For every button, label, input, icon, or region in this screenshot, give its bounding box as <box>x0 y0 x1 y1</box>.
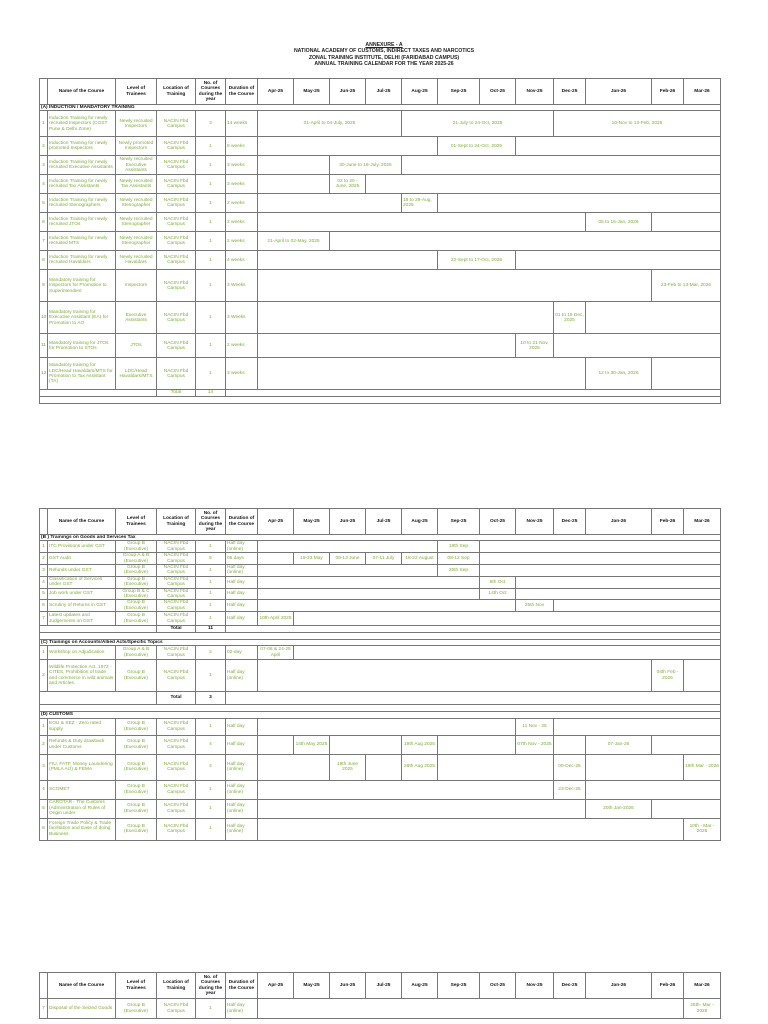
schedule-cell: 21-July to 24-Oct, 2025 <box>402 111 554 137</box>
col-jun: Jun-25 <box>330 79 366 105</box>
col-may: May-25 <box>294 79 330 105</box>
schedule-cell: 02 to 20 - June, 2025 <box>330 175 366 194</box>
table-row: 10 Mandatory training for Executive Assistant (EA) for Promotion to AO Executive Assistants NACIN Fbd Campus 1 3 Weeks 01 to 19 Dec, 2025 <box>40 302 721 334</box>
section-c-title: (C) Trainings on Accounts/Allied Acts/Specific Topics <box>40 639 721 645</box>
schedule-cell: 01-April to 04-July, 2025 <box>258 111 402 137</box>
table-row: 1 EOU & SEZ - Zero rated supply Group B (Executive) NACIN Fbd Campus 1 Half day 11 Nov - 25 <box>40 718 721 735</box>
schedule-cell: 10-Nov to 13-Feb, 2026 <box>554 111 721 137</box>
table-row: 5 Job work under GST Group B & C (Executive) NACIN Fbd Campus 1 Half day 14th Oct <box>40 588 721 600</box>
col-duration: Duration of the Course <box>226 79 258 105</box>
schedule-cell: 05 to 16-Jan, 2026 <box>586 213 652 232</box>
table-row: 1 Induction Training for newly recruited Inspectors (CGST Pune & Delhi Zone) Newly recruited Inspectors NACIN Fbd Campus 3 14 weeks 01-April to 04-July, 2025 21-July to 24-Oct, 2025 10-Nov to 13-Feb, 2026 <box>40 111 721 137</box>
col-jan: Jan-26 <box>586 79 652 105</box>
col-mar: Mar-26 <box>684 79 721 105</box>
total-value: 14 <box>196 390 226 396</box>
col-sep: Sep-25 <box>438 79 480 105</box>
document-header <box>0 42 768 68</box>
col-aug: Aug-25 <box>402 79 438 105</box>
header-line-3: ANNUAL TRAINING CALENDAR FOR THE YEAR 2025-26 <box>314 61 454 68</box>
schedule-cell: 22-Sept to 17-Oct, 2025 <box>438 251 516 270</box>
schedule-cell: 21-April to 02-May, 2025 <box>258 232 330 251</box>
header-row: Name of the Course Level of Trainees Location of Training No. of Courses during the year Duration of the Course Apr-25 May-25 Jun-25 Jul-25 Aug-25 Sep-25 Oct-25 Nov-25 Dec-25 Jan-26 Feb-26 Mar-26 <box>40 509 721 535</box>
schedule-cell: 01 to 19 Dec, 2025 <box>554 302 586 334</box>
col-count: No. of Courses during the year <box>196 79 226 105</box>
schedule-cell: 10 to 21 Nov, 2025 <box>516 334 554 358</box>
total-row: Total 11 <box>40 626 721 632</box>
calendar-table-continued <box>39 972 721 1019</box>
table-row: 2 Refunds & Duty drawback under Customs Group B (Executive) NACIN Fbd Campus 4 Half day 14th May 2025 19th Aug 2025 07th Nov - 2025 07-Jan-26 <box>40 735 721 754</box>
table-row: 8 Induction Training for newly recruited Havaldars Newly recruited Havaldars NACIN Fbd Campus 1 4 weeks 22-Sept to 17-Oct, 2025 <box>40 251 721 270</box>
table-row: 9 Mandatory training for Inspectors for Promotion to Superintendent Inspectors NACIN Fbd Campus 1 3 Weeks 23-Feb to 13-Mar, 2026 <box>40 270 721 302</box>
col-location: Location of Training <box>157 79 196 105</box>
schedule-cell: 23-Feb to 13-Mar, 2026 <box>652 270 721 302</box>
header-line-1: NATIONAL ACADEMY OF CUSTOMS, INDIRECT TAXES AND NARCOTICS <box>293 48 475 55</box>
schedule-cell: 12 to 30-Jan, 2026 <box>586 358 652 390</box>
calendar-table-bcd <box>39 508 721 841</box>
table-row: 7 Disposal of the Seized Goods Group B (Executive) NACIN Fbd Campus 1 Half day (online) 25th- Mar - 2026 <box>40 999 721 1019</box>
section-d-title: (D) CUSTOMS <box>40 712 721 718</box>
table-row: 5 Induction Training for newly recruited Stenographers Newly recruited Stenographer NACIN Fbd Campus 1 2 weeks 18 to 29-Aug, 2025 <box>40 194 721 213</box>
total-row: Total 3 <box>40 692 721 705</box>
table-row: 2 GST Audit Group A & B (Executive) NACIN Fbd Campus 5 05 days 19-23 May 09-13 June 07-11 July 18-22 August 08-12 Sep <box>40 553 721 565</box>
calendar-table-a <box>39 78 721 404</box>
table-row: 7 Induction Training for newly recruited MTS Newly recruited Stenographer NACIN Fbd Campus 1 2 weeks 21-April to 02-May, 2025 <box>40 232 721 251</box>
section-b-title: (B ) Trainings on Goods and Services Tax <box>40 535 721 541</box>
header-row <box>40 79 721 105</box>
col-level: Level of Trainees <box>116 79 157 105</box>
schedule-cell: 30-June to 18-July, 2025 <box>330 156 402 175</box>
col-apr: Apr-25 <box>258 79 294 105</box>
table-row: 11 Mandatory training for JTOs for Promotion to STOs JTOs NACIN Fbd Campus 1 2 weeks 10 to 21 Nov, 2025 <box>40 334 721 358</box>
table-row: 1 ITC Provisions under GST Group B (Executive) NACIN Fbd Campus 1 Half day (online) 18th Sep <box>40 541 721 553</box>
annexure-label: ANNEXURE - A <box>365 42 403 48</box>
header-line-2: ZONAL TRAINING INSTITUTE, DELHI (FARIDABAD CAMPUS) <box>308 54 460 61</box>
table-row: 1 Workshop on Adjudication Group A & B (Executive) NACIN Fbd Campus 2 02-day 07-08 & 24-25 April <box>40 646 721 660</box>
table-row: 12 Mandatory training for LDC/Head Havaldars/MTS for Promotion to Tax Assistant (TA) LDC/Head Havaldars/MTS NACIN Fbd Campus 1 3 weeks 12 to 30-Jan, 2026 <box>40 358 721 390</box>
col-nov: Nov-25 <box>516 79 554 105</box>
col-oct: Oct-25 <box>480 79 516 105</box>
table-row: 4 Classification of Services under GST Group B (Executive) NACIN Fbd Campus 1 Half day 8th Oct <box>40 576 721 588</box>
table-row: 2 Induction Training for newly promoted Inspectors Newly promoted Inspectors NACIN Fbd Campus 1 8 weeks 01-Sept to 24-Oct, 2025 <box>40 137 721 156</box>
table-row: 5 CAROTAR - The Customs (Administration of Rules of Origin under Group B (Executive) NACIN Fbd Campus 1 Half day (online) 20th Jan-2026 <box>40 799 721 818</box>
section-a-title: (A) INDUCTION / MANDATORY TRAINING <box>40 105 721 111</box>
total-label: Total <box>157 390 196 396</box>
col-feb: Feb-26 <box>652 79 684 105</box>
header-row: Name of the Course Level of Trainees Location of Training No. of Courses during the year Duration of the Course Apr-25 May-25 Jun-25 Jul-25 Aug-25 Sep-25 Oct-25 Nov-25 Dec-25 Jan-26 Feb-26 Mar-26 <box>40 973 721 999</box>
schedule-cell: 18 to 29-Aug, 2025 <box>402 194 438 213</box>
table-row: 7 Latest updates and Judgements on GST Group B (Executive) NACIN Fbd Campus 1 Half day 10th April 2025 <box>40 612 721 626</box>
table-row: 4 Induction Training for newly recruited Tax Assistants Newly recruited Tax Assistants NACIN Fbd Campus 1 3 weeks 02 to 20 - June, 2025 <box>40 175 721 194</box>
col-jul: Jul-25 <box>366 79 402 105</box>
table-row: 3 FIU, FATF, Money Laundering (PMLA Act) & FEMA Group B (Executive) NACIN Fbd Campus 4 Half day (online) 19th June 2025 26th Aug 2025 09-Dec-25 19th Mar - 2026 <box>40 754 721 780</box>
table-row: 6 Scrutiny of Returns in GST Group B (Executive) NACIN Fbd Campus 1 Half day 25th Nov <box>40 600 721 612</box>
col-name: Name of the Course <box>48 79 116 105</box>
table-row: 3 Induction Training for newly recruited Executive Assistants Newly recruited Executive Assistants NACIN Fbd Campus 1 3 weeks 30-June to 18-July, 2025 <box>40 156 721 175</box>
table-row: 6 Induction Training for newly recruited JTOs Newly recruited Stenographer NACIN Fbd Campus 1 2 weeks 05 to 16-Jan, 2026 <box>40 213 721 232</box>
table-row: 6 Foreign Trade Policy & Trade facilitation and Ease of doing Business Group B (Executive) NACIN Fbd Campus 1 Half day (online) 10th - Mar - 2026 <box>40 818 721 840</box>
schedule-cell: 01-Sept to 24-Oct, 2025 <box>438 137 516 156</box>
table-row: 3 Refunds under GST Group B (Executive) NACIN Fbd Campus 1 Half day (online) 25th Sep <box>40 565 721 577</box>
table-row: 2 Wildlife Protection Act, 1972 - CITES, Prohibition of trade and commerce in wild animals and Articles. Group B (Executive) NACIN Fbd Campus 1 Half day (online) 04th Feb - 2026 <box>40 660 721 692</box>
col-dec: Dec-25 <box>554 79 586 105</box>
table-row: 4 SCOMET Group B (Executive) NACIN Fbd Campus 1 Half day (online) 23-Dec-25 <box>40 780 721 799</box>
